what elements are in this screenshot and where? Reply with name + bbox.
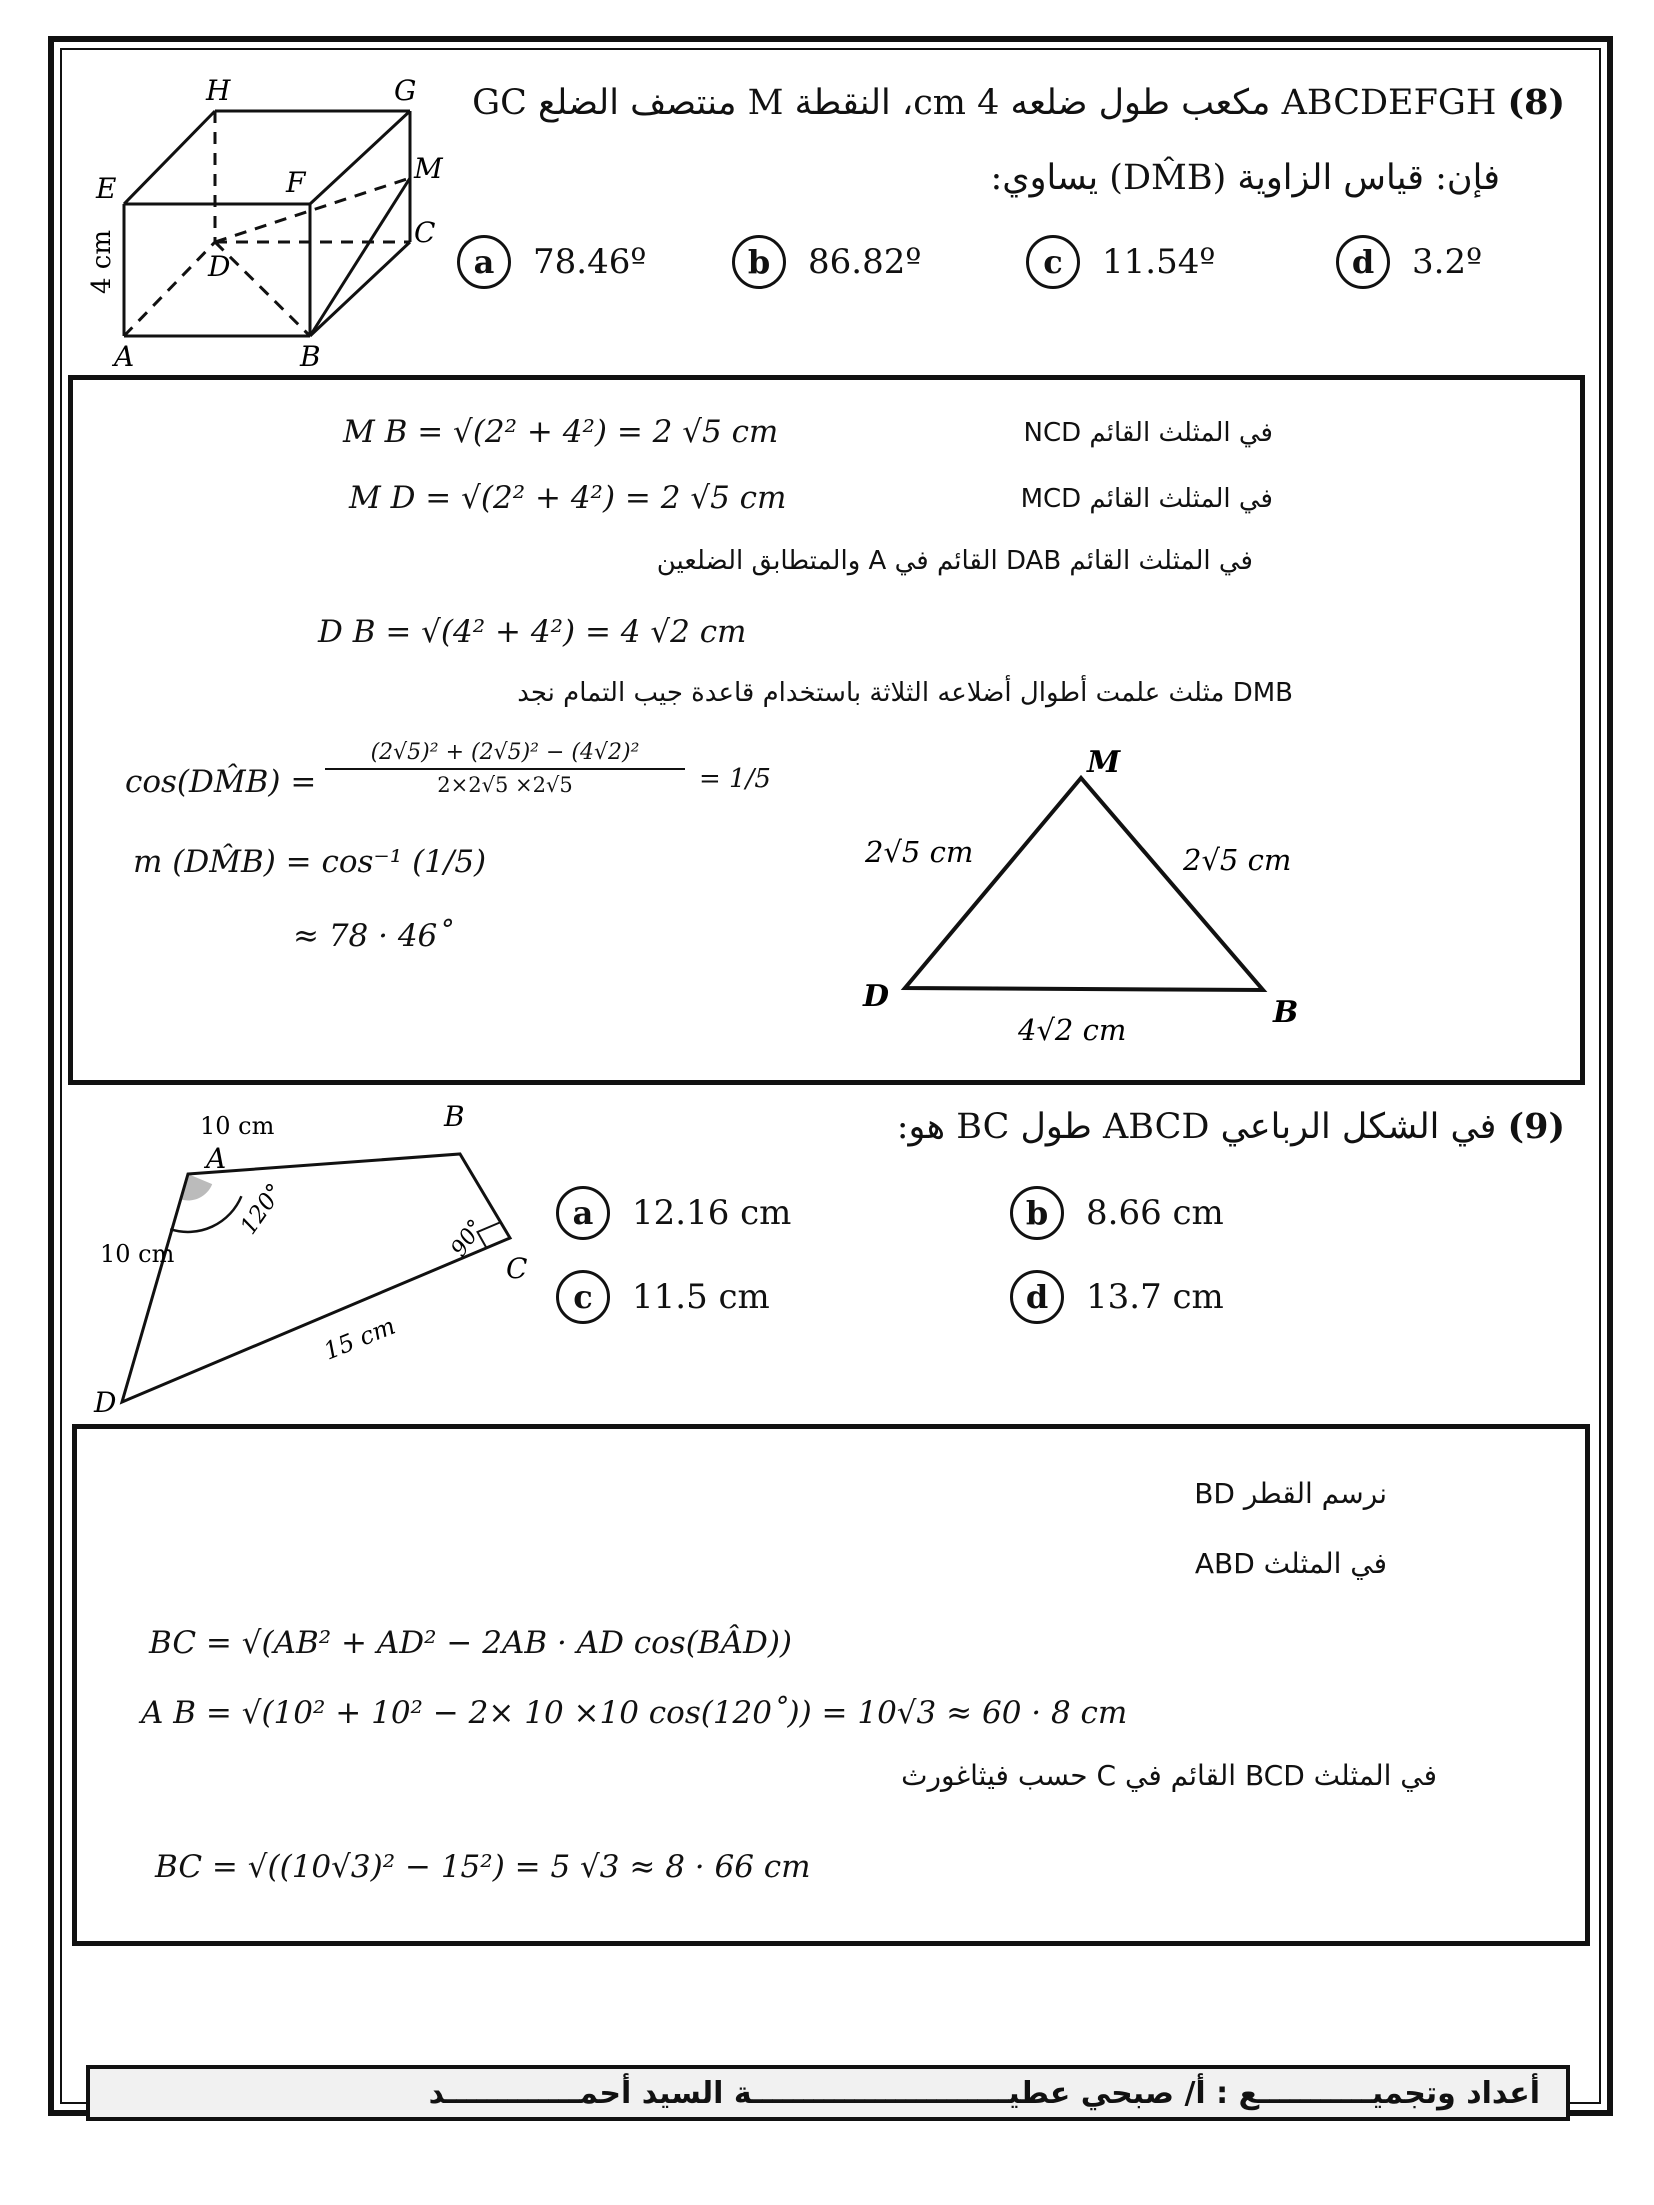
quadrilateral-ABCD: [122, 1154, 510, 1402]
sol8-cos-fraction: [325, 740, 685, 797]
fig-label-C: C: [506, 1252, 528, 1285]
triangle-DMB: [773, 750, 1333, 1085]
option-letter: d: [1010, 1270, 1064, 1324]
tri-label-B: B: [1273, 995, 1299, 1030]
q9-number: (9): [1507, 1106, 1565, 1147]
cube-figure: [70, 66, 480, 376]
quadrilateral-figure: [80, 1098, 560, 1418]
option-value: 3.2º: [1412, 242, 1483, 282]
triangle-shape: [905, 778, 1263, 990]
option-value: 13.7 cm: [1086, 1277, 1224, 1317]
label-C: C: [414, 216, 436, 249]
label-G: G: [394, 74, 417, 107]
edge-FG: [310, 111, 410, 204]
q9-header: [840, 1106, 1565, 1147]
fig-ad-length: 10 cm: [100, 1240, 175, 1268]
q8-option-a[interactable]: [457, 235, 646, 289]
sol8-m-eq: m (DM̂B) = cos⁻¹ (1/5): [133, 844, 487, 880]
sol8-row4-eq: D B = √(4² + 4²) = 4 √2 cm: [318, 614, 747, 650]
label-D: D: [208, 250, 231, 283]
tri-side-right: 2√5 cm: [1183, 843, 1292, 877]
q8-line2: فإن: قياس الزاوية (DM̂B) يساوي:: [990, 158, 1500, 198]
option-letter: d: [1336, 235, 1390, 289]
segment-DM: [215, 178, 410, 242]
sol8-cos-numerator: (2√5)² + (2√5)² − (4√2)²: [325, 740, 685, 770]
label-E: E: [96, 172, 117, 205]
fig-ab-length: 10 cm: [200, 1112, 275, 1140]
option-value: 78.46º: [533, 242, 647, 282]
q9-option-a[interactable]: [556, 1186, 791, 1240]
q9-solution-box: [72, 1424, 1590, 1946]
option-letter: b: [732, 235, 786, 289]
label-A: A: [114, 340, 135, 373]
q8-option-b[interactable]: [732, 235, 921, 289]
fig-dc-length: 15 cm: [319, 1311, 400, 1366]
option-letter: c: [556, 1270, 610, 1324]
option-value: 12.16 cm: [632, 1193, 792, 1233]
fig-label-A: A: [206, 1142, 227, 1175]
sol8-cos-denominator: 2×2√5 ×2√5: [437, 773, 573, 797]
fig-label-D: D: [94, 1386, 117, 1418]
edge-AD: [124, 242, 215, 336]
option-value: 11.54º: [1102, 242, 1216, 282]
q8-solution-box: [68, 375, 1585, 1085]
sol9-row4-eq: A B = √(10² + 10² − 2× 10 ×10 cos(120˚)) = 10√3 ≈ 60 · 8 cm: [141, 1695, 1128, 1731]
q8-option-d[interactable]: [1336, 235, 1482, 289]
label-side: 4 cm: [87, 229, 117, 294]
fig-angle-A: 120°: [235, 1179, 289, 1240]
tri-side-bottom: 4√2 cm: [1018, 1013, 1127, 1047]
sol8-row5-text: DMB مثلث علمت أطوال أضلاعه الثلاثة باستخدام قاعدة جيب التمام نجد: [517, 678, 1293, 708]
label-H: H: [206, 74, 231, 107]
sol8-row1-eq: M B = √(2² + 4²) = 2 √5 cm: [343, 414, 779, 450]
q8-line1: ABCDEFGH مكعب طول ضلعه 4 cm، النقطة M منتصف الضلع GC: [472, 83, 1497, 123]
footer-credit: أعداد وتجميـــــــــــع : أ/ صبحي عطيـــــــــــــــــــــــــة السيد أحمـــــــــــــد: [86, 2065, 1570, 2121]
sol9-row2-text: في المثلث ABD: [1194, 1547, 1387, 1580]
q9-option-c[interactable]: [556, 1270, 770, 1324]
option-letter: c: [1026, 235, 1080, 289]
edge-EH: [124, 111, 215, 204]
q9-option-d[interactable]: [1010, 1270, 1224, 1324]
sol9-row1-text: نرسم القطر BD: [1194, 1477, 1387, 1510]
q8-option-c[interactable]: [1026, 235, 1215, 289]
sol9-row6-eq: BC = √((10√3)² − 15²) = 5 √3 ≈ 8 · 66 cm: [155, 1849, 811, 1885]
fig-label-B: B: [444, 1100, 465, 1133]
label-M: M: [414, 152, 443, 185]
q9-option-b[interactable]: [1010, 1186, 1224, 1240]
q9-line1: في الشكل الرباعي ABCD طول BC هو:: [896, 1107, 1497, 1147]
sol8-cos-lhs: cos(DM̂B) =: [125, 764, 317, 800]
q8-number: (8): [1507, 82, 1565, 123]
sol8-row2-text: في المثلث القائم MCD: [1020, 484, 1273, 514]
tri-label-D: D: [863, 979, 890, 1014]
sol9-row3-eq: BC = √(AB² + AD² − 2AB · AD cos(BÂD)): [149, 1625, 793, 1661]
tri-label-M: M: [1087, 750, 1121, 780]
sol8-row2-eq: M D = √(2² + 4²) = 2 √5 cm: [349, 480, 787, 516]
option-letter: a: [457, 235, 511, 289]
tri-side-left: 2√5 cm: [865, 835, 974, 869]
label-F: F: [286, 166, 306, 199]
option-value: 8.66 cm: [1086, 1193, 1224, 1233]
option-letter: a: [556, 1186, 610, 1240]
sol8-row3-text: في المثلث القائم DAB القائم في A والمتطابق الضلعين: [656, 546, 1253, 576]
option-letter: b: [1010, 1186, 1064, 1240]
sol8-cos-rhs: = 1/5: [699, 764, 771, 794]
sol9-row5-text: في المثلث BCD القائم في C حسب فيثاغورث: [901, 1759, 1437, 1792]
label-B: B: [300, 340, 321, 373]
option-value: 86.82º: [808, 242, 922, 282]
fig-angle-C: 90°: [446, 1215, 490, 1262]
sol8-row1-text: في المثلث القائم NCD: [1023, 418, 1273, 448]
q8-header: [472, 82, 1565, 123]
sol8-approx: ≈ 78 · 46˚: [293, 918, 453, 954]
option-value: 11.5 cm: [632, 1277, 770, 1317]
